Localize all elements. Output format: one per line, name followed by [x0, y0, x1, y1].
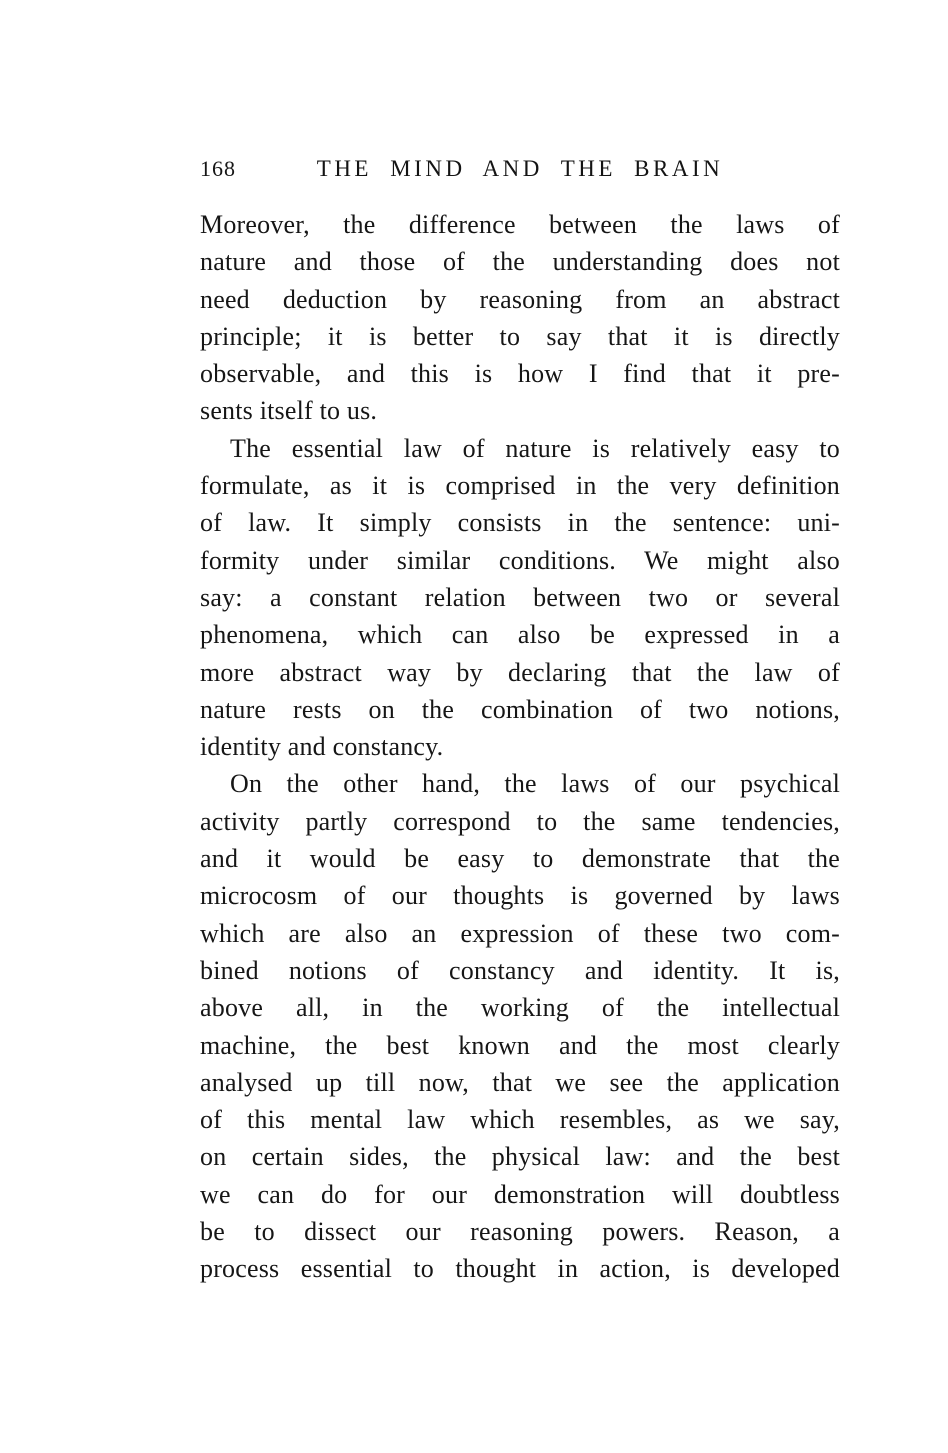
text-line: microcosm of our thoughts is governed by laws — [200, 881, 840, 911]
text-line: nature rests on the combination of two notions, — [200, 694, 840, 724]
text-line: Moreover, the difference between the laws of — [200, 210, 840, 239]
text-line: on certain sides, the physical law: and the best — [200, 1142, 840, 1172]
text-line: of this mental law which resembles, as we say, — [200, 1105, 840, 1135]
text-line: formulate, as it is comprised in the very definition — [200, 471, 840, 501]
text-line: observable, and this is how I find that it pre- — [200, 359, 840, 389]
text-line: principle; it is better to say that it is directly — [200, 321, 840, 351]
text-line: nature and those of the understanding does not — [200, 247, 840, 277]
page-number: 168 — [200, 156, 236, 181]
text-line: sents itself to us. — [200, 396, 378, 426]
running-title: THE MIND AND THE BRAIN — [316, 156, 724, 181]
text-line: bined notions of constancy and identity. It is, — [200, 955, 840, 985]
text-line: formity under similar conditions. We might also — [200, 545, 840, 575]
text-line: which are also an expression of these two com- — [200, 918, 840, 948]
text-line: The essential law of nature is relatively easy to — [230, 433, 840, 463]
text-line: process essential to thought in action, is developed — [200, 1254, 840, 1284]
page-header — [200, 156, 840, 186]
text-line: be to dissect our reasoning powers. Reason, a — [200, 1217, 840, 1247]
text-line: On the other hand, the laws of our psychical — [230, 769, 840, 799]
text-line: machine, the best known and the most clearly — [200, 1030, 840, 1060]
text-line: phenomena, which can also be expressed in a — [200, 620, 840, 650]
paragraph — [200, 765, 840, 1287]
text-line: more abstract way by declaring that the law of — [200, 657, 840, 687]
text-line: activity partly correspond to the same tendencies, — [200, 806, 840, 836]
text-line: above all, in the working of the intellectual — [200, 993, 840, 1023]
text-line: identity and constancy. — [200, 732, 444, 762]
text-line: and it would be easy to demonstrate that the — [200, 844, 840, 874]
text-block — [200, 156, 840, 1288]
text-line: need deduction by reasoning from an abstract — [200, 284, 840, 314]
text-line: say: a constant relation between two or several — [200, 582, 840, 612]
paragraph — [200, 430, 840, 766]
text-line: analysed up till now, that we see the application — [200, 1067, 840, 1097]
text-line: we can do for our demonstration will doubtless — [200, 1179, 840, 1209]
page-text — [200, 206, 840, 1288]
paragraph — [200, 206, 840, 430]
text-line: of law. It simply consists in the sentence: uni- — [200, 508, 840, 538]
